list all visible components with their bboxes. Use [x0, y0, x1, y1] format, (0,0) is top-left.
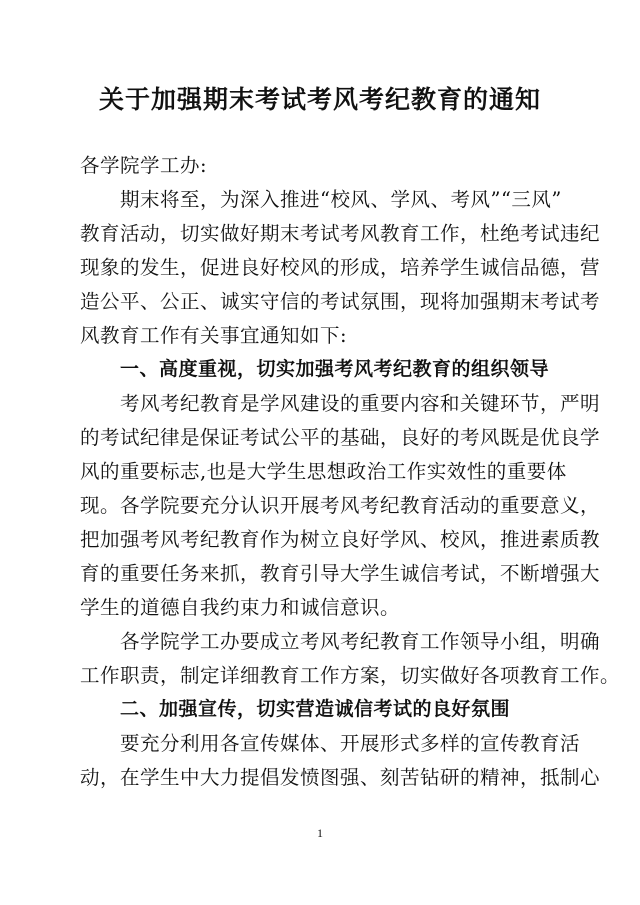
section-1-para-1-line-1: 考风考纪教育是学风建设的重要内容和关键环节，严明	[120, 392, 601, 415]
page-number: 1	[317, 826, 323, 840]
document-title: 关于加强期末考试考风考纪教育的通知	[98, 85, 541, 114]
section-1-heading: 一、高度重视，切实加强考风考纪教育的组织领导	[120, 358, 550, 380]
intro-line-5: 风教育工作有关事宜通知如下:	[80, 324, 348, 347]
section-1-para-1-line-6: 育的重要任务来抓，教育引导大学生诚信考试，不断增强大	[80, 562, 601, 585]
section-2-para-1-line-1: 要充分利用各宣传媒体、开展形式多样的宣传教育活	[120, 732, 581, 755]
intro-line-2: 教育活动，切实做好期末考试考风教育工作，杜绝考试违纪	[80, 222, 601, 245]
section-2-heading: 二、加强宣传，切实营造诚信考试的良好氛围	[120, 698, 511, 720]
section-1-para-1-line-2: 的考试纪律是保证考试公平的基础，良好的考风既是优良学	[80, 426, 601, 449]
intro-line-3: 现象的发生，促进良好校风的形成，培养学生诚信品德，营	[80, 256, 601, 279]
section-1-para-2-line-2: 工作职责，制定详细教育工作方案，切实做好各项教育工作。	[80, 664, 621, 687]
section-2-para-1-line-2: 动，在学生中大力提倡发愤图强、刻苦钻研的精神，抵制心	[80, 766, 601, 789]
section-1-para-1-line-3: 风的重要标志,也是大学生思想政治工作实效性的重要体	[80, 460, 567, 483]
intro-line-4: 造公平、公正、诚实守信的考试氛围，现将加强期末考试考	[80, 290, 601, 313]
intro-line-1: 期末将至，为深入推进“校风、学风、考风”“三风”	[120, 188, 562, 211]
section-1-para-2-line-1: 各学院学工办要成立考风考纪教育工作领导小组，明确	[120, 630, 601, 653]
salutation: 各学院学工办:	[80, 154, 208, 177]
section-1-para-1-line-7: 学生的道德自我约束力和诚信意识。	[80, 596, 401, 619]
section-1-para-1-line-4: 现。各学院要充分认识开展考风考纪教育活动的重要意义，	[80, 494, 601, 517]
section-1-para-1-line-5: 把加强考风考纪教育作为树立良好学风、校风，推进素质教	[80, 528, 601, 551]
